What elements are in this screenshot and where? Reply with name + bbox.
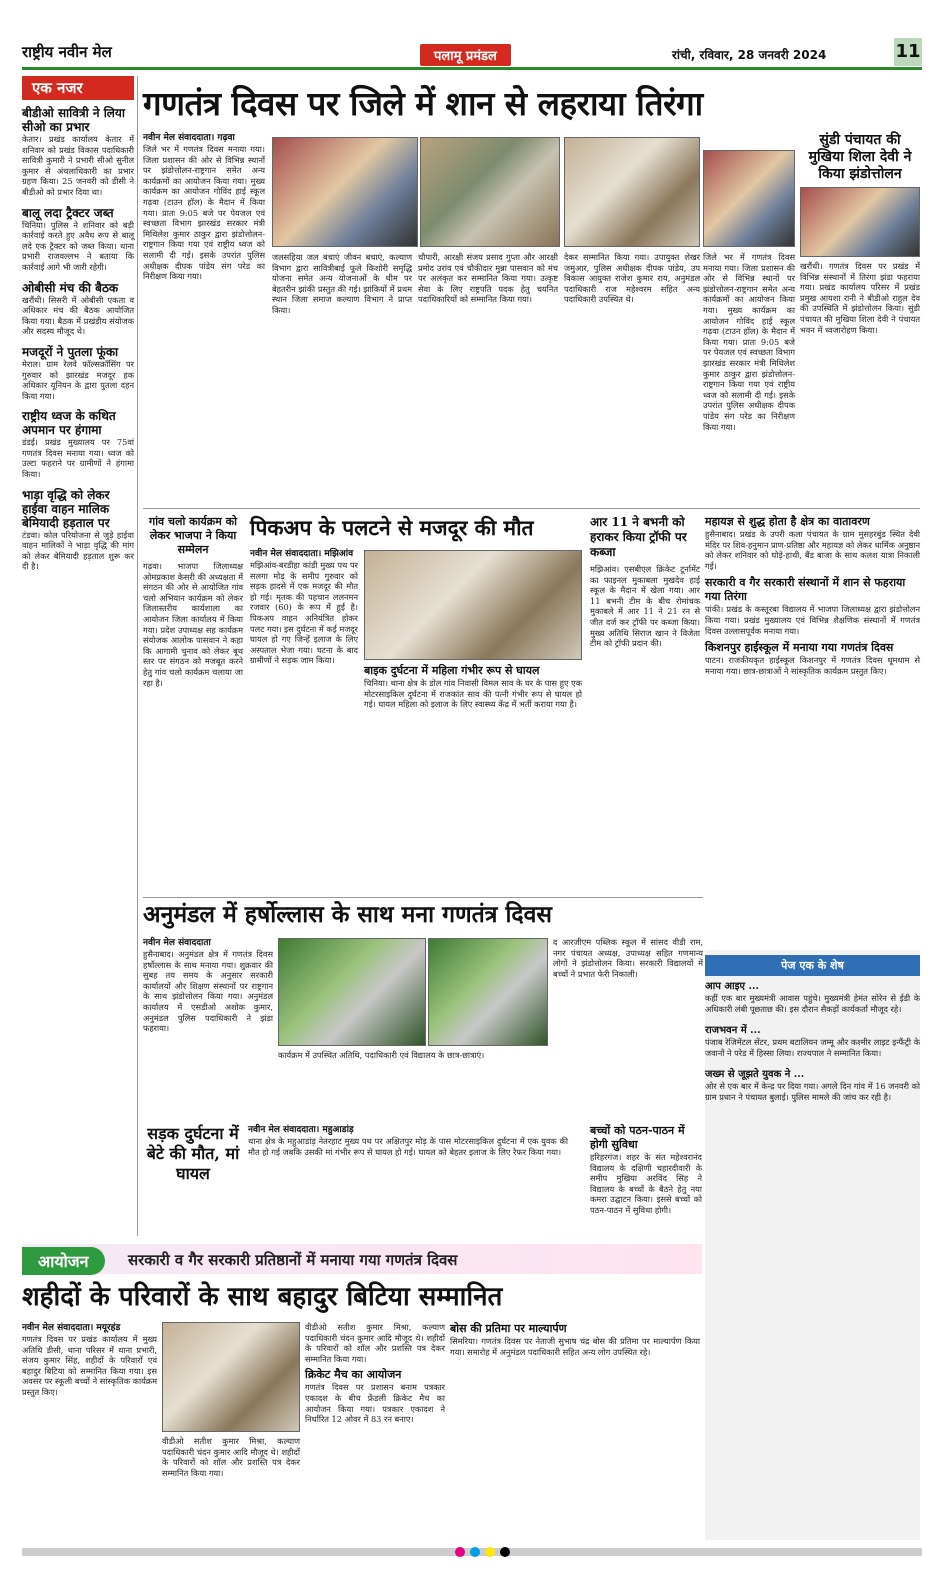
masthead: राष्ट्रीय नवीन मेल [22, 43, 112, 61]
story-body: गढ़वा। भाजपा जिलाध्यक्ष ओमप्रकाश केसरी की अध्यक्षता में संगठन की ओर से आयोजित गांव चलो अभियान कार्यक्रम को लेकर जिलास्तरीय कार्यशाला का आयोजन जिला कार्यालय में किया गया। प्रदेश उपाध्यक्ष सह कार्यक्रम संयोजक आलोक पासवान ने कहा कि आगामी चुनाव को लेकर बूथ स्तर पर संगठन को मजबूत करने हेतु गांव चलो कार्यक्रम चलाया जा रहा है। [143, 561, 243, 688]
story-body: पाटन। राजकीयकृत हाईस्कूल किशनपुर में गणतंत्र दिवस धूमधाम से मनाया गया। छात्र-छात्राओं ने सांस्कृतिक कार्यक्रम प्रस्तुत किए। [705, 655, 920, 676]
story-sadak [248, 1124, 568, 1157]
photo-caption: कार्यक्रम में उपस्थित अतिथि, पदाधिकारी एवं विद्यालय के छात्र-छात्राएं। [278, 1050, 485, 1060]
pickup-photo-caption [364, 664, 582, 710]
brief-body: डंडई। प्रखंड मुख्यालय पर 75वां गणतंत्र दिवस मनाया गया। ध्वज को उल्टा फहराने पर ग्रामीणों ने हंगामा किया। [22, 437, 134, 480]
main-story-body: जिले भर में गणतंत्र दिवस मनाया गया। जिला प्रशासन की ओर से विभिन्न स्थानों पर झंडोत्तोलन-राष्ट्रगान समेत अन्य कार्यक्रमों का आयोजन किया गया। मुख्य कार्यक्रम का आयोजन गोविंद हाई स्कूल गढ़वा (टाउन हॉल) के मैदान में किया गया। प्रातः 9:05 बजे पर पेयजल एवं स्वच्छता विभाग झारखंड सरकार मंत्री मिथिलेश कुमार ठाकुर द्वारा झंडोत्तोलन-राष्ट्रगान किया गया एवं राष्ट्रीय ध्वज को सलामी दी गई। इसके उपरांत पुलिस अधीक्षक दीपक पांडेय संग परेड का निरीक्षण किया गया। [703, 252, 795, 432]
main-headline: गणतंत्र दिवस पर जिले में शान से लहराया तिरंगा [143, 84, 703, 123]
dateline: रांची, रविवार, 28 जनवरी 2024 [672, 48, 827, 62]
brief-item [22, 106, 134, 198]
brief-body: मेराल। ग्राम रेलवे फॉल्सक्रॉसिंग पर गुरुवार को झारखंड मजदूर हक अधिकार यूनियन के द्वारा पुतला दहन किया गया। [22, 358, 134, 401]
main-story-body: जलसहिया जल बचाएं जीवन बचाएं, कल्याण विभाग द्वारा सावित्रीबाई फूले किशोरी समृद्धि योजना समेत अन्य योजनाओं के थीम पर बेहतरीन झांकी प्रस्तुत की गई। झांकियों में प्रथम स्थान जिला समाज कल्याण विभाग ने प्राप्त किया। [272, 252, 412, 315]
registration-mark [485, 1547, 495, 1557]
story-headline: बच्चों को पठन-पाठन में होगी सुविधा [590, 1124, 685, 1151]
story-sadak-head [143, 1124, 243, 1184]
story-headline: बोस की प्रतिमा पर माल्यार्पण [450, 1322, 567, 1335]
story-bachche [590, 1124, 702, 1216]
story-headline: गांव चलो कार्यक्रम को लेकर भाजपा ने किया सम्मेलन [149, 515, 237, 556]
shesh-headline: आप आइए ... [705, 981, 759, 992]
story-body: मझिआंव-बरडीहा कांडी मुख्य पथ पर सलगा मोड़ के समीप गुरुवार को सड़क हादसे में एक मजदूर की मौत हो गई। मृतक की पहचान ललनमन रजवार (60) के रूप में हुई है। पिकअप वाहन अनियंत्रित होकर पलट गया। इस दुर्घटना में कई मजदूर घायल हो गए जिन्हें इलाज के लिए अस्पताल भेजा गया। घटना के बाद ग्रामीणों ने सड़क जाम किया। [250, 560, 358, 666]
main-story-col2 [272, 252, 412, 316]
column-divider [137, 76, 138, 1236]
brief-body: खरौंधी। सिसरी में ओबीसी एकता व अधिकार मंच की बैठक आयोजित किया गया। बैठक में प्रखंडीय संयोजक और सदस्य मौजूद थे। [22, 294, 134, 337]
story-body: हरिहरगंज। शहर के संत महेश्वरानंद विद्यालय के दक्षिणी चहारदीवारी के समीप मुखिया अरविंद सिंह ने विद्यालय के बच्चों के बैठने हेतु नया कमरा उद्घाटन किया। इससे बच्चों को पठन-पाठन में सुविधा होगी। [590, 1152, 702, 1215]
news-photo [278, 938, 426, 1046]
brief-item [22, 488, 134, 572]
story-body: द आरजीएम पब्लिक स्कूल में सांसद वीडी राम, नगर पंचायत अध्यक्ष, उपाध्यक्ष सहित गणमान्य लोगों ने झंडोत्तोलन किया। सरकारी विद्यालयों में बच्चों ने प्रभात फेरी निकाली। [553, 937, 703, 979]
story-pickup [250, 515, 585, 541]
story-body: थाना क्षेत्र के महुआडांड़ नेतरहाट मुख्य पथ पर अक्षितपुर मोड़ के पास मोटरसाइकिल दुर्घटना में एक युवक की मौत हो गई जबकि उसकी मां गंभीर रूप से घायल हो गई। घायल को बेहतर इलाज के लिए रेफर किया गया। [248, 1136, 568, 1157]
news-photo [364, 550, 582, 660]
brief-body: चिनिया। पुलिस ने शनिवार को बड़ी कार्रवाई करते हुए अवैध रूप से बालू लदे एक ट्रैक्टर को जब्त किया। थाना प्रभारी राजवल्लभ ने बताया कि कार्रवाई आगे भी जारी रहेगी। [22, 219, 134, 272]
story-headline: आर 11 ने बभनी को हराकर किया ट्रॉफी पर कब्जा [590, 515, 687, 559]
shahid-col3 [305, 1322, 445, 1425]
anumandal-col2 [553, 937, 703, 979]
news-photo [703, 150, 795, 247]
aayojan-strap: सरकारी व गैर सरकारी प्रतिष्ठानों में मनाया गया गणतंत्र दिवस [128, 1251, 458, 1269]
section-divider [143, 897, 703, 898]
news-photo [428, 938, 548, 1046]
brief-headline: राष्ट्रीय ध्वज के कथित अपमान पर हंगामा [22, 409, 116, 438]
shahid-col2 [162, 1436, 300, 1478]
brief-headline: बीडीओ सावित्री ने लिया सीओ का प्रभार [22, 106, 126, 134]
side-story-sundi [800, 132, 920, 335]
story-headline: अनुमंडल में हर्षोल्लास के साथ मना गणतंत्र दिवस [143, 901, 552, 928]
brief-headline: ओबीसी मंच की बैठक [22, 280, 119, 295]
story-headline: सरकारी व गैर सरकारी संस्थानों में शान से फहराया गया तिरंगा [705, 576, 906, 604]
story-gaon-chalo [143, 515, 243, 688]
story-headline: सड़क दुर्घटना में बेटे की मौत, मां घायल [146, 1124, 240, 1183]
aayojan-label: आयोजन [22, 1247, 105, 1275]
byline: नवीन मेल संवाददाता। मयूरहंड [22, 1323, 121, 1333]
main-story-col3 [418, 252, 558, 305]
main-story-col5 [703, 252, 795, 432]
registration-mark [500, 1547, 510, 1557]
news-photo [420, 137, 560, 247]
story-body: हुसैनाबाद। प्रखंड के उपरी कला पंचायत के ग्राम मुसहरबुंड स्थित देवी मंदिर पर शिव-हनुमान प्राण-प्रतिष्ठा और महायज्ञ को लेकर धार्मिक अनुष्ठान को लेकर शनिवार को घोड़े-हाथी, बैंड बाजा के साथ कलश यात्रा निकाली गई। [705, 529, 920, 571]
pickup-col1 [250, 548, 358, 666]
anumandal-caption [278, 1050, 548, 1061]
story-body: गणतंत्र दिवस पर प्रशासन बनाम पत्रकार एकादश के बीच फ्रेंडली क्रिकेट मैच का आयोजन किया गया। पत्रकार एकादश ने निर्धारित 12 ओवर में 83 रन बनाए। [305, 1382, 445, 1425]
byline: नवीन मेल संवाददाता। गढ़वा [143, 133, 235, 143]
story-body: पांकी। प्रखंड के कस्तूरबा विद्यालय में भाजपा जिलाध्यक्ष द्वारा झंडोत्तोलन किया गया। प्रखंड मुख्यालय एवं विभिन्न शैक्षणिक संस्थानों में गणतंत्र दिवस उल्लासपूर्वक मनाया गया। [705, 604, 920, 636]
brief-item [22, 206, 134, 273]
section-label: पलामू प्रमंडल [420, 44, 511, 66]
left-column [22, 76, 134, 572]
brief-body: केतार। प्रखंड कार्यालय केतार में शनिवार को प्रखंड विकास पदाधिकारी सावित्री कुमारी ने प्रभारी सीओ सुनील कुमार से अंचलाधिकारी का प्रभार ग्रहण किया। 25 जनवरी को डीसी ने बीडीओ को प्रभार दिया था। [22, 134, 134, 197]
shahid-col4 [450, 1322, 700, 1357]
news-photo [800, 187, 920, 257]
story-headline: किशनपुर हाईस्कूल में मनाया गया गणतंत्र दिवस [705, 641, 894, 655]
story-headline: महायज्ञ से शुद्ध होता है क्षेत्र का वातावरण [705, 515, 870, 528]
news-photo [564, 137, 700, 247]
anumandal-col1 [143, 937, 273, 1034]
shesh-body: ओर से एक बार में केन्द्र पर दिया गया। अगले दिन गांव में 16 जनवरी को ग्राम प्रधान ने पंचायत बुलाई। पुलिस मामले की जांच कर रही है। [705, 1081, 920, 1102]
main-story-body: चौपारी, आरक्षी संजय प्रसाद गुप्ता और आरक्षी प्रमोद उरांव एवं चौकीदार मुन्ना पासवान को मंच पर अलंकृत कर सम्मानित किया गया। उत्कृष्ट सेवा के लिए राष्ट्रपति पदक हेतु चयनित पदाधिकारियों को सम्मानित किया गया। [418, 252, 558, 305]
story-shahid-head [22, 1280, 702, 1314]
brief-headline: बालू लदा ट्रैक्टर जब्त [22, 205, 114, 220]
brief-headline: मजदूरों ने पुतला फूंका [22, 344, 119, 359]
byline: नवीन मेल संवाददाता। मझिआंव [250, 549, 354, 559]
page-ek-shesh [705, 955, 920, 1103]
side-body: खरौंधी। गणतंत्र दिवस पर प्रखंड में विभिन्न संस्थानों में तिरंगा झंडा फहराया गया। प्रखंड कार्यालय परिसर में प्रखंड प्रमुख आयशा रानी ने बीडीओ राहुल देव की उपस्थिति में झंडोत्तोलन किया। सुंडी पंचायत की मुखिया शिला देवी ने पंचायत भवन में ध्वजारोहण किया। [800, 261, 920, 335]
main-story-col4 [564, 252, 700, 305]
brief-body: टंडवा। कोल परियोजना से जुड़े हाईवा वाहन मालिकों ने भाड़ा वृद्धि की मांग को लेकर बेमियादी हड़ताल शुरू कर दी है। [22, 529, 134, 572]
story-body: वीडीओ सतीश कुमार मिश्रा, कल्याण पदाधिकारी चंदन कुमार आदि मौजूद थे। शहीदों के परिवारों को शॉल और प्रशस्ति पत्र देकर सम्मानित किया गया। [162, 1436, 300, 1478]
main-story-body: जिले भर में गणतंत्र दिवस मनाया गया। जिला प्रशासन की ओर से विभिन्न स्थानों पर झंडोत्तोलन-राष्ट्रगान समेत अन्य कार्यक्रमों का आयोजन किया गया। मुख्य कार्यक्रम का आयोजन गोविंद हाई स्कूल गढ़वा (टाउन हॉल) के मैदान में किया गया। प्रातः 9:05 बजे पर पेयजल एवं स्वच्छता विभाग झारखंड सरकार मंत्री मिथिलेश कुमार ठाकुर द्वारा झंडोत्तोलन-राष्ट्रगान किया गया एवं राष्ट्रीय ध्वज को सलामी दी गई। इसके उपरांत पुलिस अधीक्षक दीपक पांडेय संग परेड का निरीक्षण किया गया। [143, 144, 265, 282]
shesh-label: पेज एक के शेष [705, 955, 920, 976]
story-anumandal [143, 900, 703, 930]
page-header [22, 38, 922, 70]
brief-item [22, 409, 134, 479]
brief-headline: भाड़ा वृद्धि को लेकर हाईवा वाहन मालिक बेमियादी हड़ताल पर [22, 487, 110, 530]
caption-body: चिनिया। थाना क्षेत्र के डोल गांव निवासी विमल साव के घर के पास हुए एक मोटरसाइकिल दुर्घटना में राजकांत साव की पत्नी गंभीर रूप से घायल हो गई। घायल महिला को इलाज के लिए स्वास्थ्य केंद्र में भर्ती कराया गया है। [364, 678, 582, 710]
shesh-headline: राजभवन में ... [705, 1025, 761, 1037]
news-photo [272, 137, 418, 247]
shesh-headline: जख्म से जूझते युवक ने ... [705, 1069, 805, 1081]
story-body: वीडीओ सतीश कुमार मिश्रा, कल्याण पदाधिकारी चंदन कुमार आदि मौजूद थे। शहीदों के परिवारों को शॉल और प्रशस्ति पत्र देकर सम्मानित किया गया। [305, 1322, 445, 1364]
section-divider [143, 508, 920, 509]
story-body: सिमरिया। गणतंत्र दिवस पर नेताजी सुभाष चंद्र बोस की प्रतिमा पर माल्यार्पण किया गया। समारोह में अनुमंडल पदाधिकारी सहित अन्य लोग उपस्थित रहे। [450, 1336, 700, 1357]
brief-item [22, 281, 134, 337]
shesh-body: कहीं एक बार मुख्यमंत्री आवास पहुंचे। मुख्यमंत्री हेमंत सोरेन से ईडी के अधिकारी लंबी पूछताछ की। इस दौरान सैकड़ों कार्यकर्ता मौजूद रहे। [705, 993, 920, 1014]
photo-caption-headline: बाइक दुर्घटना में महिला गंभीर रूप से घायल [364, 664, 540, 677]
story-body: मझिआंव। एसबीएल क्रिकेट टूर्नामेंट का फाइनल मुकाबला मुखदेव हाई स्कूल के मैदान में खेला गया। आर 11 बभनी टीम के बीच रोमांचक मुकाबले में आर 11 ने 21 रन से जीत दर्ज कर ट्रॉफी पर कब्जा किया। मुख्य अतिथि सिराज खान ने विजेता टीम को ट्रॉफी प्रदान की। [590, 564, 700, 649]
registration-mark [455, 1547, 465, 1557]
byline: नवीन मेल संवाददाता [143, 938, 211, 948]
story-headline: शहीदों के परिवारों के साथ बहादुर बिटिया सम्मानित [22, 1282, 503, 1312]
brief-item [22, 345, 134, 401]
main-story-col1 [143, 132, 265, 282]
story-body: गणतंत्र दिवस पर प्रखंड कार्यालय में मुख्य अतिथि डीसी, थाना परिसर में थाना प्रभारी, संजय कुमार सिंह, शहीदों के परिवारों एवं बहादुर बिटिया को सम्मानित किया गया। इस अवसर पर स्कूली बच्चों ने सांस्कृतिक कार्यक्रम प्रस्तुत किए। [22, 1334, 157, 1397]
story-headline: क्रिकेट मैच का आयोजन [305, 1368, 402, 1382]
byline: नवीन मेल संवाददाता। महुआडांड़ [248, 1125, 354, 1135]
news-photo [162, 1322, 300, 1432]
story-cricket [590, 515, 700, 649]
story-body: हुसैनाबाद। अनुमंडल क्षेत्र में गणतंत्र दिवस हर्षोल्लास के साथ मनाया गया। शुक्रवार की सुबह तय समय के अनुसार सरकारी कार्यालयों और शिक्षण संस्थानों पर राष्ट्रगान के साथ झंडोत्तोलन किया गया। अनुमंडल कार्यालय में एसडीओ अशोक कुमार, अनुमंडल पुलिस पदाधिकारी ने झंडा फहराया। [143, 949, 273, 1034]
registration-mark [470, 1547, 480, 1557]
ek-nazar-label: एक नजर [22, 76, 134, 100]
shesh-body: पंजाब रेजिमेंटल सेंटर, प्रथम बटालियन जम्मू और कश्मीर लाइट इन्फैंट्री के जवानों ने परेड में हिस्सा लिया। राज्यपाल ने सम्मानित किया। [705, 1037, 920, 1058]
shahid-col1 [22, 1322, 157, 1398]
side-headline: सुंडी पंचायत की मुखिया शिला देवी ने किया झंडोत्तोलन [808, 132, 912, 182]
main-story-body: देकर सम्मानित किया गया। उपायुक्त शेखर जमुआर, पुलिस अधीक्षक दीपक पांडेय, उप विकास आयुक्त राजेश कुमार राय, अनुमंडल पदाधिकारी राज महेश्वरम सहित अन्य पदाधिकारी उपस्थित थे। [564, 252, 700, 305]
story-headline: पिकअप के पलटने से मजदूर की मौत [250, 515, 534, 540]
page-number: 11 [894, 38, 922, 66]
right-stories [705, 515, 920, 676]
